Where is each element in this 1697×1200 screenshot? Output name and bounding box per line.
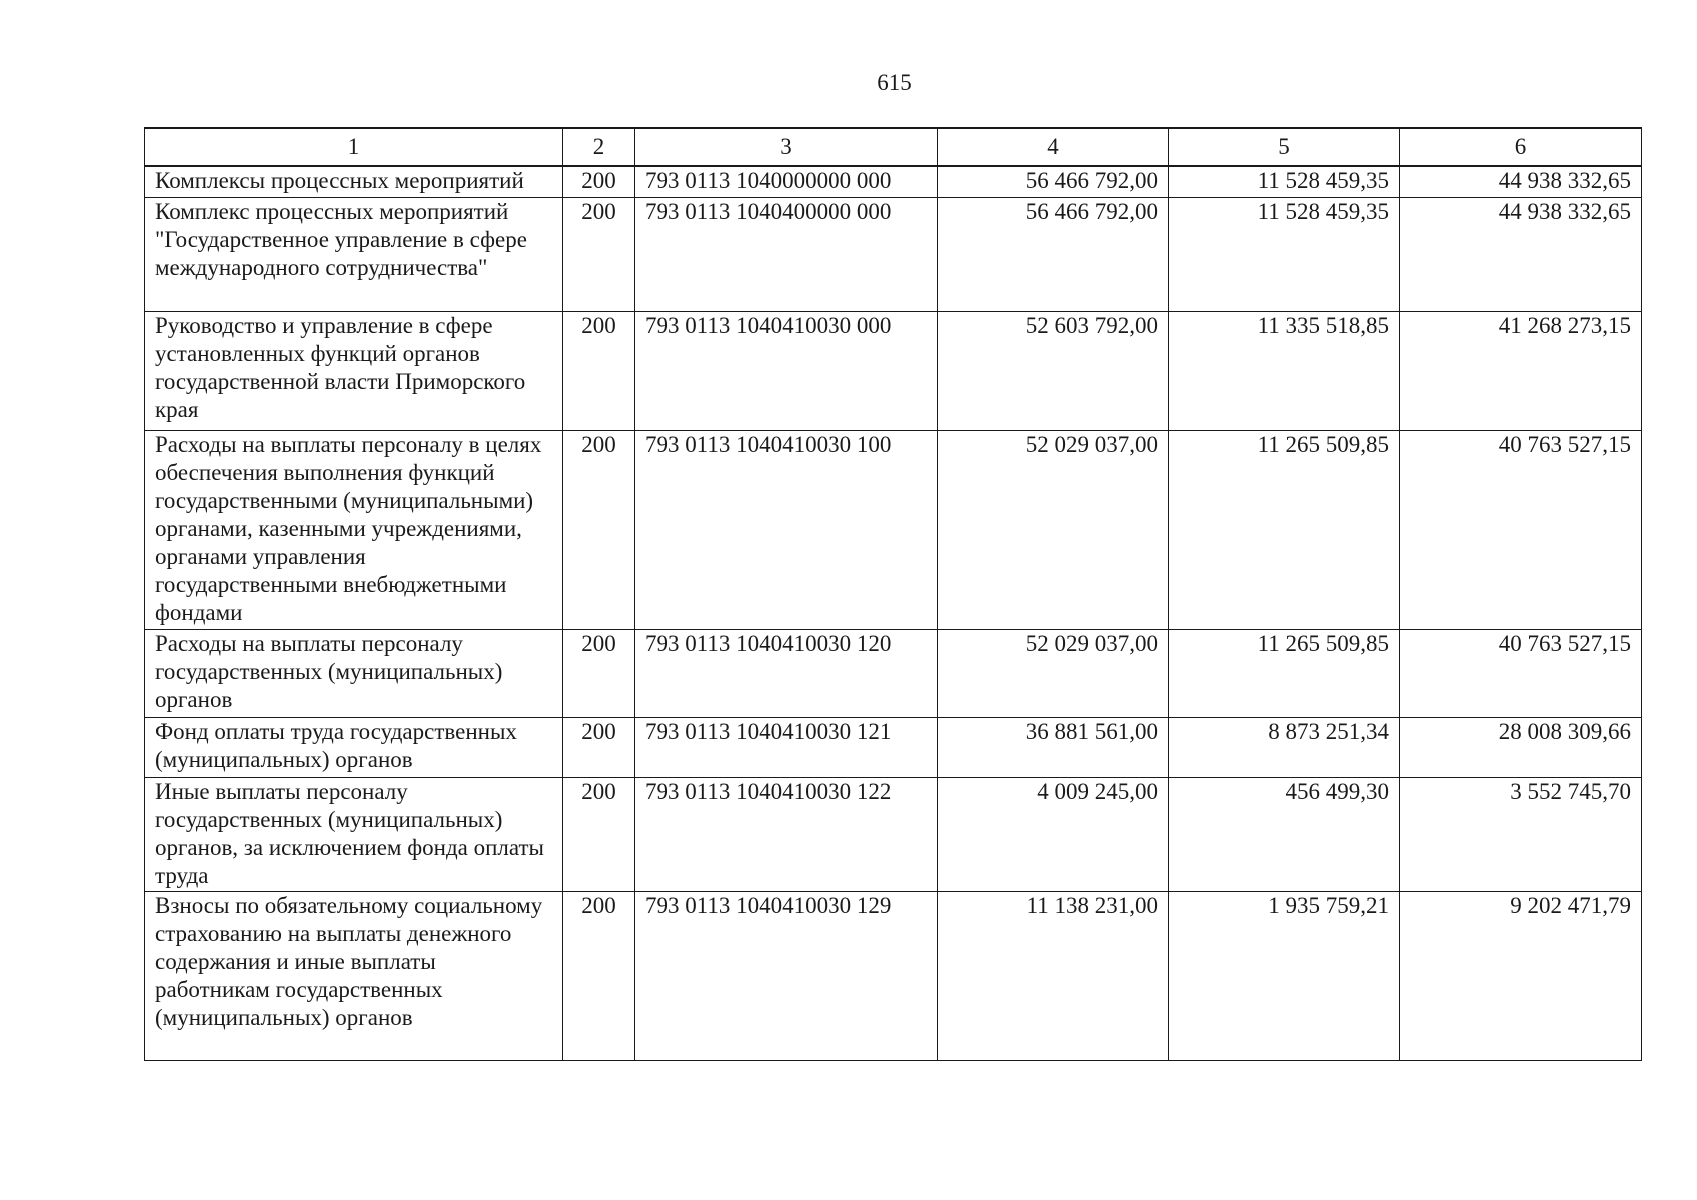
row-remaining-amount: 28 008 309,66	[1400, 718, 1642, 778]
row-remaining-amount: 44 938 332,65	[1400, 198, 1642, 312]
row-name: Комплексы процессных мероприятий	[145, 166, 563, 198]
row-remaining-amount: 40 763 527,15	[1400, 431, 1642, 630]
row-name: Фонд оплаты труда государственных (муниципальных) органов	[145, 718, 563, 778]
row-executed-amount: 8 873 251,34	[1169, 718, 1400, 778]
budget-table	[144, 127, 1642, 1061]
column-header-1: 1	[145, 128, 563, 166]
table-row	[145, 431, 1642, 630]
row-executed-amount: 11 528 459,35	[1169, 166, 1400, 198]
row-classification-code: 793 0113 1040410030 120	[635, 630, 938, 718]
page-number: 615	[877, 70, 912, 95]
row-executed-amount: 11 335 518,85	[1169, 312, 1400, 431]
row-remaining-amount: 40 763 527,15	[1400, 630, 1642, 718]
row-remaining-amount: 3 552 745,70	[1400, 778, 1642, 892]
row-approved-amount: 36 881 561,00	[938, 718, 1169, 778]
row-approved-amount: 11 138 231,00	[938, 892, 1169, 1061]
row-approved-amount: 52 029 037,00	[938, 431, 1169, 630]
column-header-2: 2	[563, 128, 635, 166]
row-remaining-amount: 9 202 471,79	[1400, 892, 1642, 1061]
column-header-5: 5	[1169, 128, 1400, 166]
table-row	[145, 166, 1642, 198]
table-row	[145, 198, 1642, 312]
row-executed-amount: 11 265 509,85	[1169, 431, 1400, 630]
column-header-4: 4	[938, 128, 1169, 166]
row-line-code: 200	[563, 778, 635, 892]
row-classification-code: 793 0113 1040410030 129	[635, 892, 938, 1061]
row-executed-amount: 1 935 759,21	[1169, 892, 1400, 1061]
row-approved-amount: 52 603 792,00	[938, 312, 1169, 431]
row-approved-amount: 4 009 245,00	[938, 778, 1169, 892]
row-line-code: 200	[563, 198, 635, 312]
row-executed-amount: 456 499,30	[1169, 778, 1400, 892]
row-name: Расходы на выплаты персоналу в целях обеспечения выполнения функций государственными (муниципальными) органами, казенными учреждениями, органами управления государственными внебюджетными фондами	[145, 431, 563, 630]
header-row	[145, 128, 1642, 166]
row-executed-amount: 11 528 459,35	[1169, 198, 1400, 312]
table-row	[145, 312, 1642, 431]
table-row	[145, 718, 1642, 778]
row-remaining-amount: 41 268 273,15	[1400, 312, 1642, 431]
row-classification-code: 793 0113 1040410030 121	[635, 718, 938, 778]
row-line-code: 200	[563, 166, 635, 198]
row-line-code: 200	[563, 718, 635, 778]
row-classification-code: 793 0113 1040410030 100	[635, 431, 938, 630]
column-header-3: 3	[635, 128, 938, 166]
table-row	[145, 892, 1642, 1061]
row-approved-amount: 52 029 037,00	[938, 630, 1169, 718]
row-name: Комплекс процессных мероприятий "Государственное управление в сфере международного сотрудничества"	[145, 198, 563, 312]
row-line-code: 200	[563, 431, 635, 630]
table-row	[145, 630, 1642, 718]
row-name: Расходы на выплаты персоналу государственных (муниципальных) органов	[145, 630, 563, 718]
row-line-code: 200	[563, 892, 635, 1061]
row-executed-amount: 11 265 509,85	[1169, 630, 1400, 718]
row-classification-code: 793 0113 1040410030 122	[635, 778, 938, 892]
row-classification-code: 793 0113 1040400000 000	[635, 198, 938, 312]
table-row	[145, 778, 1642, 892]
row-approved-amount: 56 466 792,00	[938, 198, 1169, 312]
row-name: Руководство и управление в сфере установленных функций органов государственной власти Приморского края	[145, 312, 563, 431]
row-line-code: 200	[563, 312, 635, 431]
row-classification-code: 793 0113 1040000000 000	[635, 166, 938, 198]
column-header-6: 6	[1400, 128, 1642, 166]
row-approved-amount: 56 466 792,00	[938, 166, 1169, 198]
row-line-code: 200	[563, 630, 635, 718]
row-classification-code: 793 0113 1040410030 000	[635, 312, 938, 431]
row-name: Иные выплаты персоналу государственных (муниципальных) органов, за исключением фонда оплаты труда	[145, 778, 563, 892]
row-name: Взносы по обязательному социальному страхованию на выплаты денежного содержания и иные выплаты работникам государственных (муниципальных) органов	[145, 892, 563, 1061]
row-remaining-amount: 44 938 332,65	[1400, 166, 1642, 198]
